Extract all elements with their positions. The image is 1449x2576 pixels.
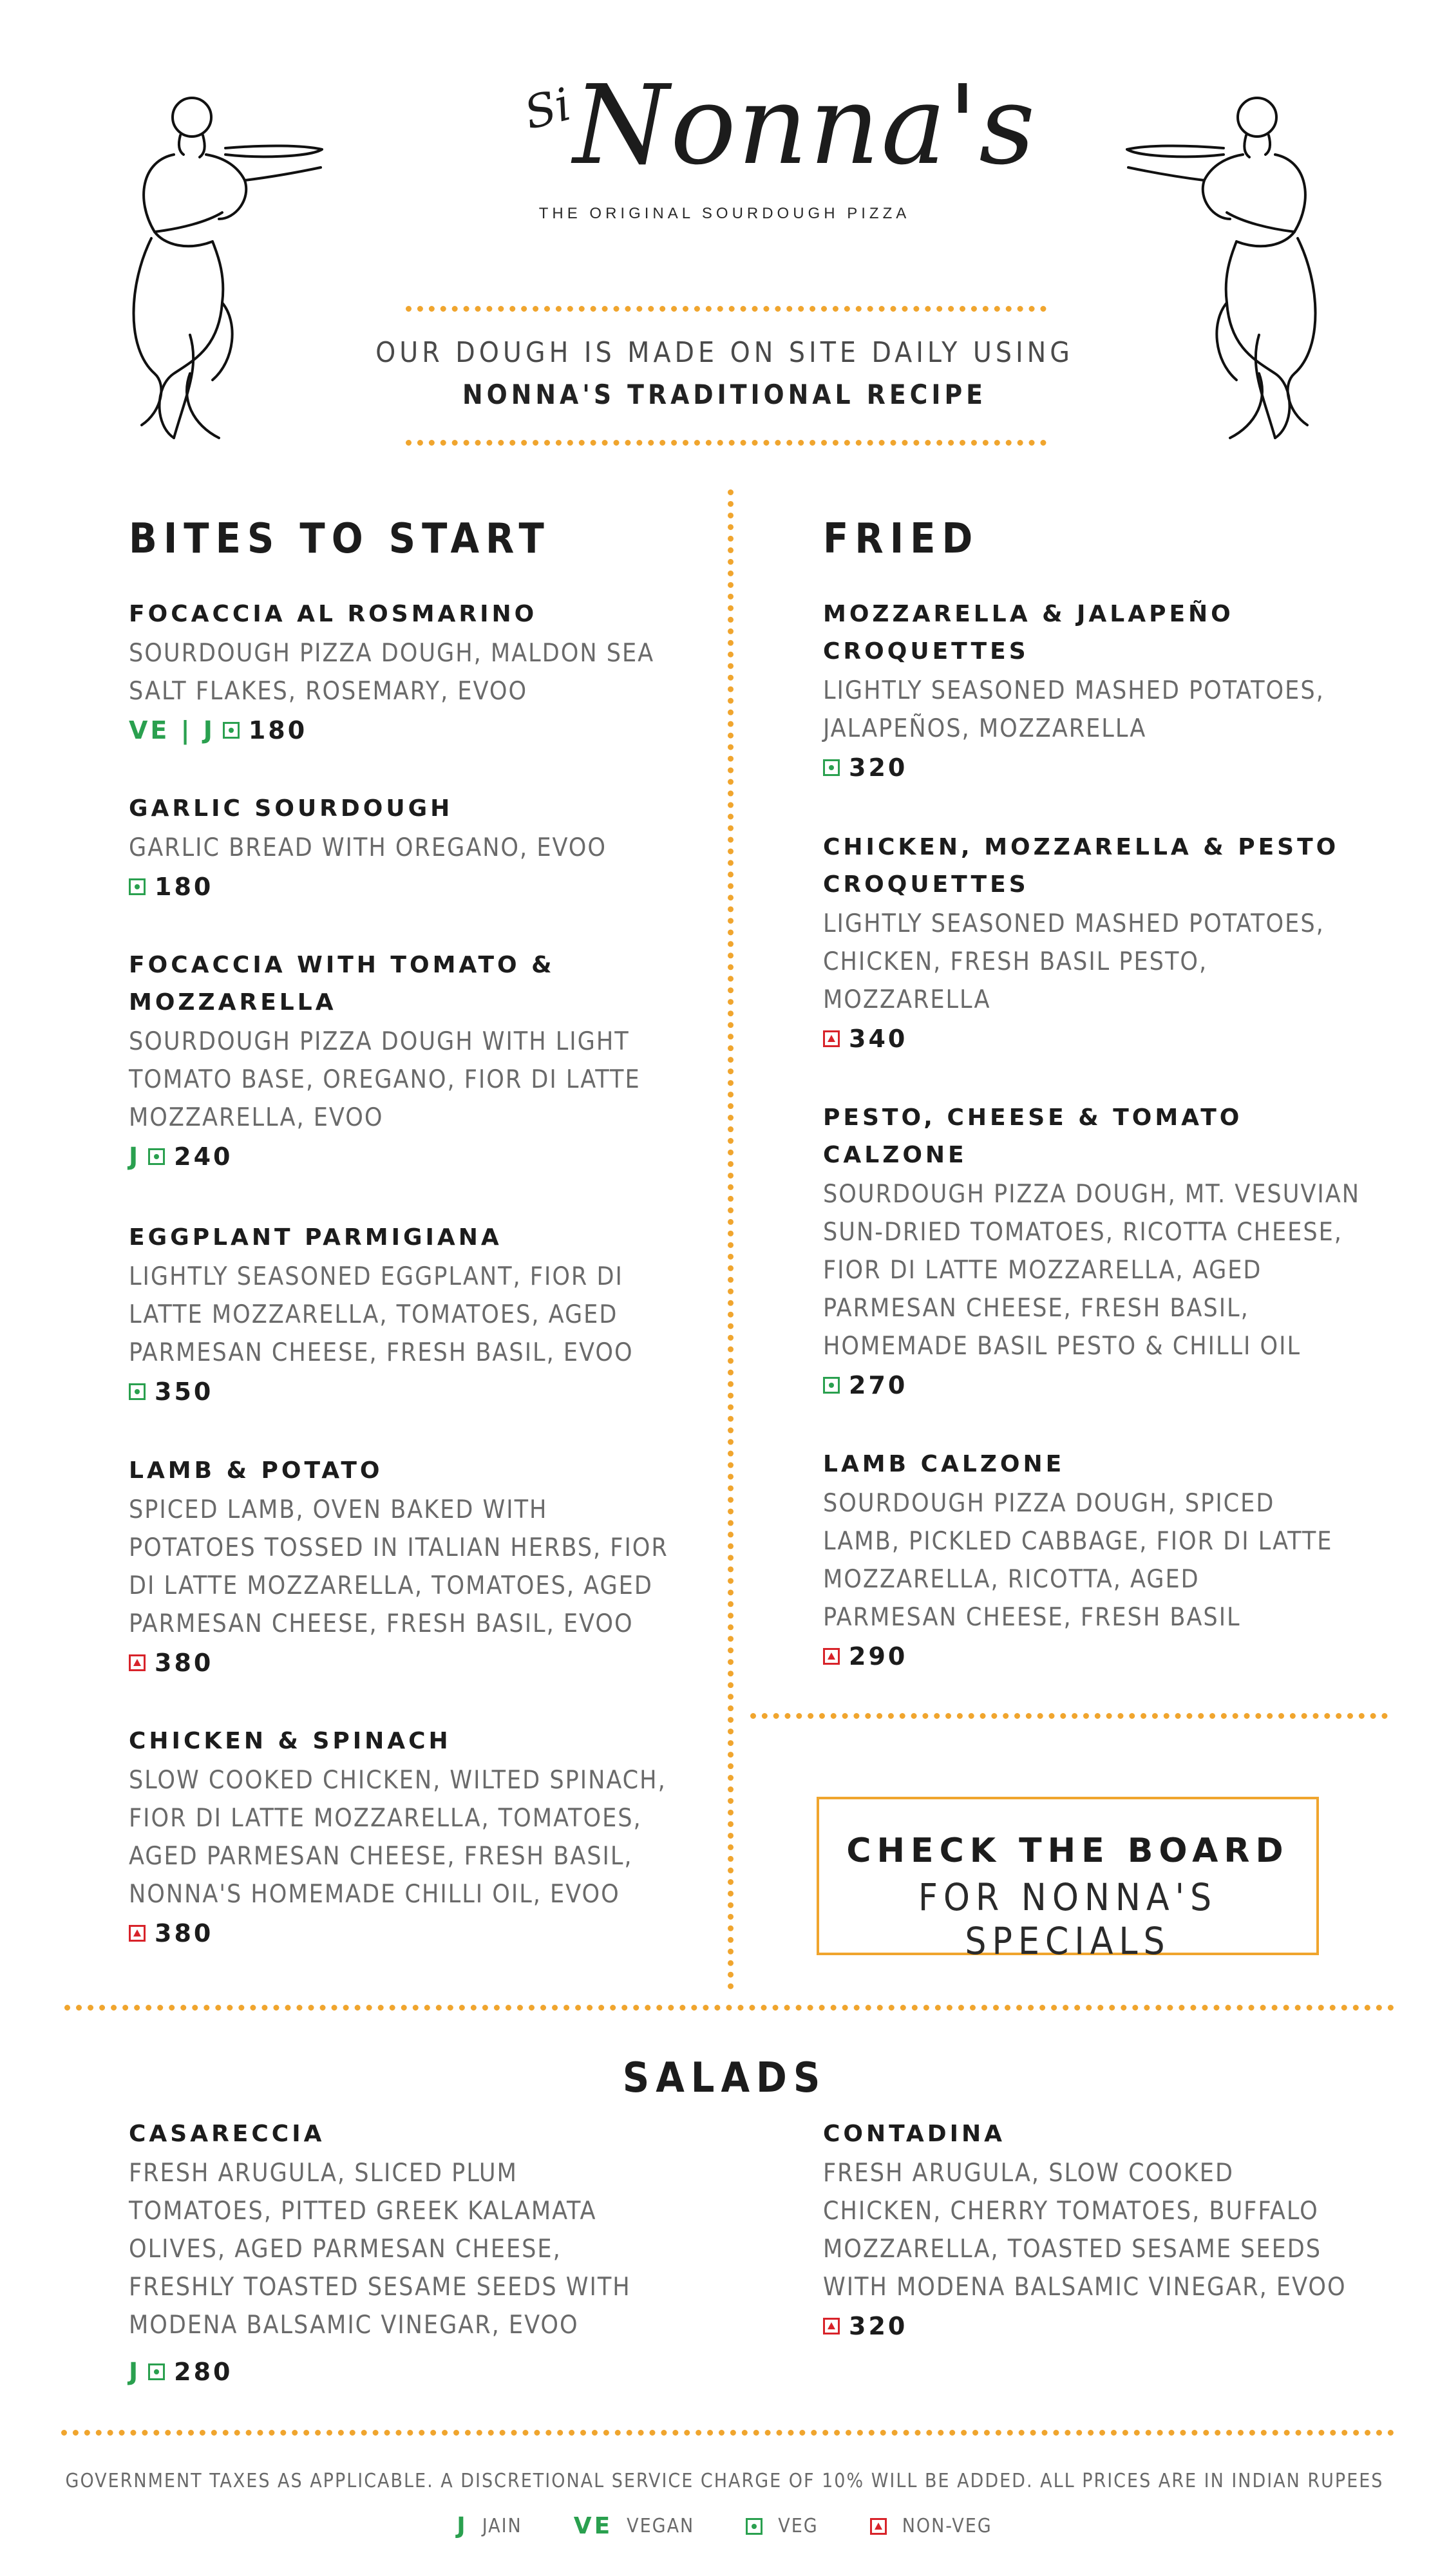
- item-description: SOURDOUGH PIZZA DOUGH WITH LIGHT TOMATO BASE, OREGANO, FIOR DI LATTE MOZZARELLA, EVOO: [129, 1027, 641, 1132]
- veg-icon: [823, 759, 840, 776]
- item-name: LAMB CALZONE: [823, 1451, 1065, 1477]
- legend-item-jain: [457, 2513, 522, 2539]
- nonveg-icon: [129, 1654, 146, 1671]
- footer-divider: [61, 2430, 1394, 2436]
- item-price: 380: [155, 1919, 214, 1947]
- item-name: FOCACCIA AL ROSMARINO: [129, 601, 538, 627]
- salads-top-divider: [64, 2005, 1394, 2011]
- menu-item: [823, 1446, 1377, 1675]
- legend-label: JAIN: [482, 2515, 522, 2537]
- veg-icon: [129, 878, 146, 895]
- item-name: EGGPLANT PARMIGIANA: [129, 1224, 502, 1251]
- item-name: FOCACCIA WITH TOMATO & MOZZARELLA: [129, 952, 555, 1016]
- item-description: FRESH ARUGULA, SLOW COOKED CHICKEN, CHERRY TOMATOES, BUFFALO MOZZARELLA, TOASTED SESAME SEEDS WITH MODENA BALSAMIC VINEGAR, EVOO: [823, 2159, 1347, 2302]
- item-description: SPICED LAMB, OVEN BAKED WITH POTATOES TOSSED IN ITALIAN HERBS, FIOR DI LATTE MOZZARELLA, TOMATOES, AGED PARMESAN CHEESE, FRESH BASIL, EVOO: [129, 1495, 668, 1638]
- item-description: LIGHTLY SEASONED EGGPLANT, FIOR DI LATTE MOZZARELLA, TOMATOES, AGED PARMESAN CHEESE, FRESH BASIL, EVOO: [129, 1262, 634, 1367]
- jain-symbol: J: [457, 2513, 468, 2539]
- footer-note: GOVERNMENT TAXES AS APPLICABLE. A DISCRETIONAL SERVICE CHARGE OF 10% WILL BE ADDED. ALL PRICES ARE IN INDIAN RUPEES: [65, 2470, 1384, 2492]
- legend: [0, 2513, 1449, 2539]
- item-price: 320: [849, 753, 908, 782]
- legend-item-nonveg: [870, 2515, 992, 2537]
- item-description: FRESH ARUGULA, SLICED PLUM TOMATOES, PITTED GREEK KALAMATA OLIVES, AGED PARMESAN CHEESE, FRESHLY TOASTED SESAME SEEDS WITH MODENA BALSAMIC VINEGAR, EVOO: [129, 2159, 631, 2340]
- veg-icon: [223, 722, 240, 739]
- dietary-tags: J: [129, 1142, 141, 1171]
- legend-item-veg: [746, 2515, 818, 2537]
- item-name: CASARECCIA: [129, 2121, 325, 2147]
- nonveg-icon: [129, 1925, 146, 1942]
- item-price: 290: [849, 1642, 908, 1671]
- item-price: 350: [155, 1378, 214, 1406]
- item-name: CONTADINA: [823, 2121, 1006, 2147]
- item-description: SLOW COOKED CHICKEN, WILTED SPINACH, FIOR DI LATTE MOZZARELLA, TOMATOES, AGED PARMESAN CHEESE, FRESH BASIL, NONNA'S HOMEMADE CHILLI OIL, EVOO: [129, 1766, 667, 1909]
- item-description: SOURDOUGH PIZZA DOUGH, MALDON SEA SALT FLAKES, ROSEMARY, EVOO: [129, 639, 655, 706]
- menu-item: [129, 1723, 683, 1952]
- section-title-salads: SALADS: [622, 2054, 827, 2102]
- intro-line-2: NONNA'S TRADITIONAL RECIPE: [462, 379, 987, 410]
- dietary-tags: J: [129, 2358, 141, 2386]
- item-price: 340: [849, 1025, 908, 1053]
- section-title-bites: BITES TO START: [129, 515, 551, 563]
- specials-board-line-2: FOR NONNA'S SPECIALS: [918, 1875, 1218, 1963]
- menu-item: [823, 829, 1377, 1057]
- dietary-tags: VE | J: [129, 716, 215, 744]
- vegan-symbol: VE: [573, 2513, 613, 2539]
- item-name: GARLIC SOURDOUGH: [129, 795, 453, 822]
- item-description: SOURDOUGH PIZZA DOUGH, MT. VESUVIAN SUN-DRIED TOMATOES, RICOTTA CHEESE, FIOR DI LATTE MOZZARELLA, AGED PARMESAN CHEESE, FRESH BASIL, HOMEMADE BASIL PESTO & CHILLI OIL: [823, 1180, 1360, 1361]
- item-description: GARLIC BREAD WITH OREGANO, EVOO: [129, 833, 607, 862]
- menu-item: [129, 2116, 657, 2391]
- legend-label: NON-VEG: [902, 2515, 992, 2537]
- veg-icon: [746, 2518, 762, 2535]
- nonveg-icon: [823, 2318, 840, 2334]
- item-price: 380: [155, 1649, 214, 1677]
- menu-item: [823, 1099, 1377, 1404]
- nonveg-icon: [823, 1030, 840, 1047]
- veg-icon: [823, 1377, 840, 1394]
- logo-prefix: Si: [519, 77, 576, 140]
- column-divider: [728, 489, 734, 1990]
- specials-board: [817, 1797, 1319, 1963]
- item-name: PESTO, CHEESE & TOMATO CALZONE: [823, 1104, 1243, 1168]
- menu-item: [129, 947, 683, 1175]
- item-price: 240: [174, 1142, 233, 1171]
- item-name: LAMB & POTATO: [129, 1457, 383, 1484]
- nonveg-icon: [823, 1648, 840, 1665]
- section-title-fried: FRIED: [823, 515, 980, 563]
- item-description: LIGHTLY SEASONED MASHED POTATOES, JALAPEÑOS, MOZZARELLA: [823, 676, 1325, 743]
- item-price: 280: [174, 2358, 233, 2386]
- menu-item: [823, 596, 1377, 786]
- legend-item-vegan: [574, 2513, 695, 2539]
- item-name: CHICKEN & SPINACH: [129, 1728, 451, 1754]
- specials-board-line-1: CHECK THE BOARD: [846, 1832, 1289, 1870]
- intro-top-divider: [406, 306, 1046, 312]
- item-price: 180: [155, 873, 214, 901]
- fried-bottom-divider: [750, 1713, 1388, 1719]
- nonveg-icon: [870, 2518, 887, 2535]
- tagline: THE ORIGINAL SOURDOUGH PIZZA: [538, 205, 911, 222]
- menu-item: [129, 596, 683, 749]
- logo-name: Nonna's: [573, 62, 1037, 189]
- item-name: CHICKEN, MOZZARELLA & PESTO CROQUETTES: [823, 834, 1340, 898]
- legend-label: VEG: [778, 2515, 819, 2537]
- item-description: SOURDOUGH PIZZA DOUGH, SPICED LAMB, PICKLED CABBAGE, FIOR DI LATTE MOZZARELLA, RICOTTA, AGED PARMESAN CHEESE, FRESH BASIL: [823, 1489, 1333, 1632]
- menu-item: [129, 1452, 683, 1681]
- intro-line-1: OUR DOUGH IS MADE ON SITE DAILY USING: [375, 336, 1074, 369]
- legend-label: VEGAN: [627, 2515, 695, 2537]
- item-name: MOZZARELLA & JALAPEÑO CROQUETTES: [823, 601, 1234, 665]
- item-price: 180: [248, 716, 308, 744]
- item-description: LIGHTLY SEASONED MASHED POTATOES, CHICKEN, FRESH BASIL PESTO, MOZZARELLA: [823, 909, 1325, 1014]
- veg-icon: [148, 1148, 165, 1165]
- menu-item: [823, 2116, 1358, 2345]
- item-price: 270: [849, 1371, 908, 1399]
- menu-item: [129, 1219, 683, 1410]
- menu-item: [129, 790, 683, 905]
- item-price: 320: [849, 2312, 908, 2340]
- veg-icon: [129, 1383, 146, 1400]
- veg-icon: [148, 2363, 165, 2380]
- intro-bottom-divider: [406, 440, 1046, 446]
